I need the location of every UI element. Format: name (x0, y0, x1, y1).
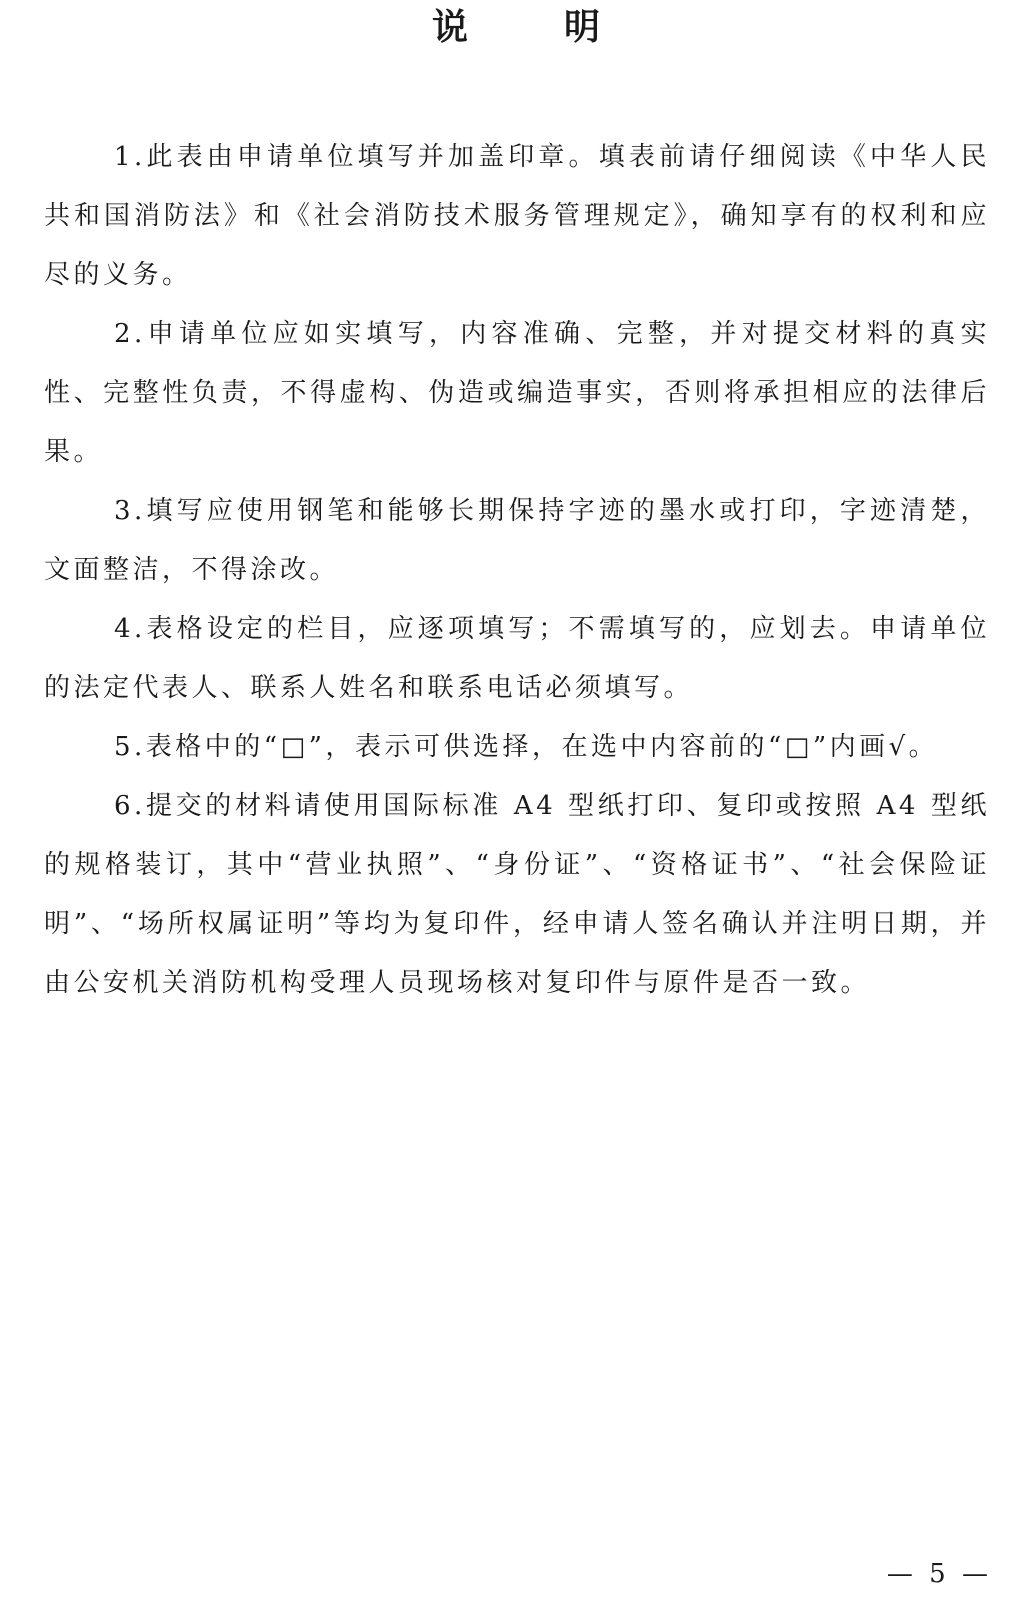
note-item: 2.申请单位应如实填写，内容准确、完整，并对提交材料的真实性、完整性负责，不得虚构、伪造或编造事实，否则将承担相应的法律后果。 (44, 319, 990, 467)
note-item: 4.表格设定的栏目，应逐项填写；不需填写的，应划去。申请单位的法定代表人、联系人姓名和联系电话必须填写。 (44, 614, 990, 703)
notes-list (44, 128, 990, 1013)
note-item: 6.提交的材料请使用国际标准 A4 型纸打印、复印或按照 A4 型纸的规格装订，其中“营业执照”、“身份证”、“资格证书”、“社会保险证明”、“场所权属证明”等均为复印件，经申请人签名确认并注明日期，并由公安机关消防机构受理人员现场核对复印件与原件是否一致。 (44, 791, 990, 998)
document-title: 说明 (431, 7, 696, 48)
note-item: 1.此表由申请单位填写并加盖印章。填表前请仔细阅读《中华人民共和国消防法》和《社会消防技术服务管理规定》，确知享有的权利和应尽的义务。 (44, 142, 990, 290)
note-item: 3.填写应使用钢笔和能够长期保持字迹的墨水或打印，字迹清楚，文面整洁，不得涂改。 (44, 496, 990, 585)
note-item: 5.表格中的“□”，表示可供选择，在选中内容前的“□”内画√。 (114, 732, 939, 762)
page-number: — 5 — (886, 1559, 992, 1589)
